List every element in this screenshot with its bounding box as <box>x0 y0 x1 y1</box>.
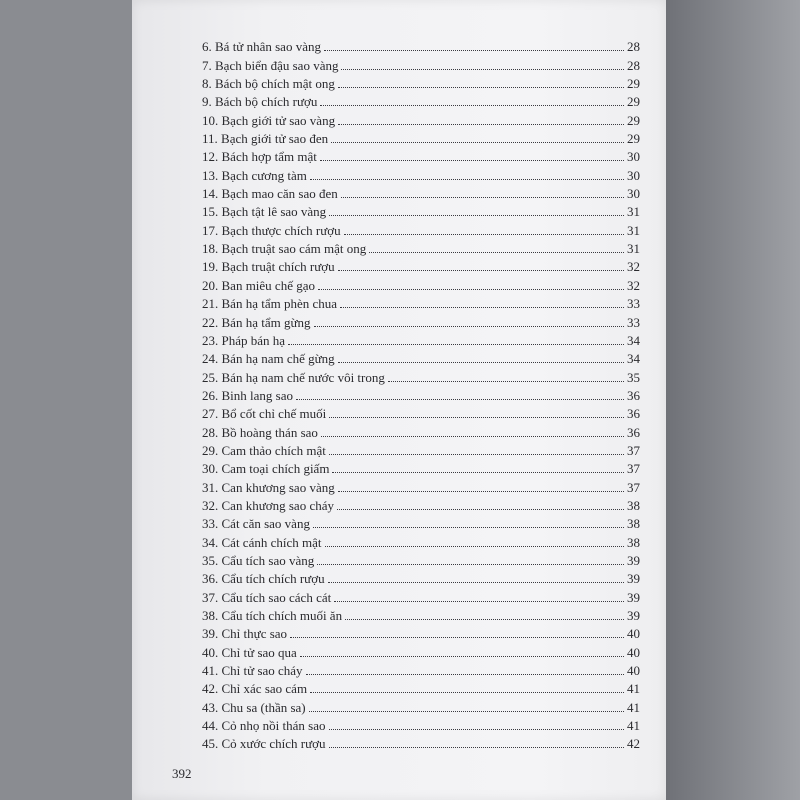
toc-entry <box>202 145 640 163</box>
toc-entry <box>202 475 640 493</box>
toc-entry-label: 27. Bổ cốt chỉ chế muối <box>202 406 327 422</box>
toc-entry <box>202 732 640 750</box>
toc-entry-page: 38 <box>627 497 640 513</box>
dot-leader <box>290 637 624 638</box>
toc-entry-label: 17. Bạch thược chích rượu <box>202 222 341 238</box>
toc-entry-page: 41 <box>627 699 640 715</box>
toc-entry <box>202 402 640 420</box>
dot-leader <box>313 527 624 528</box>
toc-entry <box>202 585 640 603</box>
toc-entry-label: 43. Chu sa (thần sa) <box>202 699 306 715</box>
dot-leader <box>341 69 624 70</box>
toc-entry-label: 37. Cẩu tích sao cách cát <box>202 589 332 605</box>
toc-entry <box>202 512 640 530</box>
toc-entry-label: 12. Bách hợp tẩm mật <box>202 149 317 165</box>
dot-leader <box>329 729 625 730</box>
dot-leader <box>331 142 624 143</box>
toc-entry <box>202 273 640 291</box>
toc-entry <box>202 292 640 310</box>
toc-entry <box>202 549 640 567</box>
toc-entry <box>202 310 640 328</box>
toc-entry-page: 40 <box>627 663 640 679</box>
toc-entry-label: 15. Bạch tật lê sao vàng <box>202 204 327 220</box>
toc-entry-page: 31 <box>627 222 640 238</box>
dot-leader <box>328 582 624 583</box>
toc-entry-page: 31 <box>627 204 640 220</box>
toc-entry-label: 29. Cam thảo chích mật <box>202 442 326 458</box>
toc-entry-label: 44. Cỏ nhọ nồi thán sao <box>202 718 326 734</box>
dot-leader <box>329 417 624 418</box>
toc-entry-page: 42 <box>627 736 640 752</box>
toc-entry-label: 35. Cẩu tích sao vàng <box>202 552 315 568</box>
background-right <box>666 0 800 800</box>
dot-leader <box>309 711 624 712</box>
toc-entry <box>202 695 640 713</box>
toc-entry <box>202 72 640 90</box>
dot-leader <box>296 399 624 400</box>
toc-entry-label: 45. Cỏ xước chích rượu <box>202 736 326 752</box>
dot-leader <box>317 564 624 565</box>
toc-entry <box>202 714 640 732</box>
dot-leader <box>288 344 624 345</box>
dot-leader <box>334 601 624 602</box>
toc-entry-label: 28. Bồ hoàng thán sao <box>202 424 318 440</box>
toc-entry-label: 33. Cát căn sao vàng <box>202 516 310 532</box>
toc-entry <box>202 677 640 695</box>
toc-entry-page: 32 <box>627 277 640 293</box>
toc-entry-page: 33 <box>627 314 640 330</box>
dot-leader <box>345 619 624 620</box>
toc-entry <box>202 659 640 677</box>
toc-entry-label: 22. Bán hạ tẩm gừng <box>202 314 311 330</box>
dot-leader <box>338 362 624 363</box>
toc-entry-page: 38 <box>627 516 640 532</box>
toc-entry-page: 36 <box>627 387 640 403</box>
dot-leader <box>329 747 624 748</box>
dot-leader <box>338 270 624 271</box>
dot-leader <box>388 381 624 382</box>
toc-entry-label: 24. Bán hạ nam chế gừng <box>202 351 335 367</box>
page-number: 392 <box>172 766 192 781</box>
toc-entry-label: 19. Bạch truật chích rượu <box>202 259 335 275</box>
dot-leader <box>306 674 624 675</box>
toc-entry <box>202 457 640 475</box>
toc-entry-label: 10. Bạch giới tử sao vàng <box>202 112 336 128</box>
toc-entry-page: 36 <box>627 406 640 422</box>
dot-leader <box>338 87 624 88</box>
toc-entry <box>202 439 640 457</box>
dot-leader <box>320 105 624 106</box>
toc-entry-label: 30. Cam toại chích giấm <box>202 461 330 477</box>
toc-entry-label: 21. Bán hạ tẩm phèn chua <box>202 296 338 312</box>
toc-entry-page: 40 <box>627 644 640 660</box>
toc-entry-page: 34 <box>627 332 640 348</box>
toc-entry <box>202 530 640 548</box>
toc-entry-page: 29 <box>627 94 640 110</box>
dot-leader <box>310 692 624 693</box>
dot-leader <box>300 656 624 657</box>
dot-leader <box>314 326 624 327</box>
dot-leader <box>310 179 624 180</box>
toc-entry <box>202 329 640 347</box>
dot-leader <box>324 50 624 51</box>
toc-entry-label: 11. Bạch giới tử sao đen <box>202 131 329 147</box>
toc-entry <box>202 35 640 53</box>
toc-entry-label: 32. Can khương sao cháy <box>202 497 334 513</box>
toc-entry <box>202 567 640 585</box>
toc-entry <box>202 218 640 236</box>
toc-entry-label: 13. Bạch cương tàm <box>202 167 307 183</box>
toc-entry-label: 38. Cẩu tích chích muối ăn <box>202 608 343 623</box>
toc-entry-page: 39 <box>627 589 640 605</box>
dot-leader <box>325 546 625 547</box>
toc-entry-page: 28 <box>627 57 640 73</box>
toc-entry-label: 36. Cẩu tích chích rượu <box>202 571 325 587</box>
toc-entry-label: 39. Chỉ thực sao <box>202 626 288 642</box>
dot-leader <box>329 454 624 455</box>
toc-entry-page: 29 <box>627 112 640 128</box>
toc-entry-label: 25. Bán hạ nam chế nước vôi trong <box>202 369 385 385</box>
toc-entry <box>202 494 640 512</box>
toc-entry-label: 31. Can khương sao vàng <box>202 479 335 495</box>
toc-entry <box>202 384 640 402</box>
toc-entry <box>202 255 640 273</box>
toc-entry-label: 18. Bạch truật sao cám mật ong <box>202 241 367 257</box>
toc-entry <box>202 108 640 126</box>
toc-entry <box>202 347 640 365</box>
toc-entry-page: 41 <box>627 681 640 697</box>
dot-leader <box>337 509 624 510</box>
toc-entry-page: 32 <box>627 259 640 275</box>
toc-entry-page: 37 <box>627 442 640 458</box>
toc-entry <box>202 237 640 255</box>
toc-entry-label: 9. Bách bộ chích rượu <box>202 94 318 110</box>
dot-leader <box>320 160 624 161</box>
toc-entry-label: 20. Ban miêu chế gạo <box>202 277 315 293</box>
toc-entry <box>202 622 640 640</box>
toc-entry-page: 35 <box>627 369 640 385</box>
toc-entry-label: 7. Bạch biển đậu sao vàng <box>202 57 339 73</box>
toc-entry-page: 31 <box>627 241 640 257</box>
dot-leader <box>329 215 624 216</box>
toc-entry-label: 6. Bá tử nhân sao vàng <box>202 39 321 55</box>
toc-entry-page: 37 <box>627 479 640 495</box>
toc-entry-page: 39 <box>627 571 640 587</box>
toc-entry-page: 29 <box>627 76 640 92</box>
toc-entry <box>202 420 640 438</box>
toc-entry <box>202 604 640 622</box>
toc-entry <box>202 200 640 218</box>
toc-entry-page: 30 <box>627 186 640 202</box>
toc-entry-page: 39 <box>627 552 640 568</box>
toc-entry-label: 23. Pháp bán hạ <box>202 332 286 348</box>
toc-entry-page: 34 <box>627 351 640 367</box>
toc-entry <box>202 182 640 200</box>
toc-entry-page: 29 <box>627 131 640 147</box>
table-of-contents <box>202 35 640 750</box>
dot-leader <box>341 197 624 198</box>
dot-leader <box>338 491 624 492</box>
toc-entry-page: 33 <box>627 296 640 312</box>
toc-entry-label: 8. Bách bộ chích mật ong <box>202 76 335 92</box>
toc-entry <box>202 90 640 108</box>
toc-entry <box>202 640 640 658</box>
toc-entry-label: 14. Bạch mao căn sao đen <box>202 186 338 202</box>
dot-leader <box>318 289 624 290</box>
toc-entry <box>202 53 640 71</box>
toc-entry-label: 26. Binh lang sao <box>202 387 293 403</box>
book-page <box>132 0 666 800</box>
dot-leader <box>332 472 624 473</box>
toc-entry-page: 28 <box>627 39 640 55</box>
dot-leader <box>340 307 624 308</box>
dot-leader <box>321 436 624 437</box>
toc-entry-page: 40 <box>627 626 640 642</box>
toc-entry-label: 34. Cát cánh chích mật <box>202 534 322 550</box>
toc-entry-page: 41 <box>627 718 640 734</box>
toc-entry-page: 38 <box>627 534 640 550</box>
toc-entry-label: 42. Chỉ xác sao cám <box>202 681 308 697</box>
toc-entry <box>202 127 640 145</box>
toc-entry-page: 36 <box>627 424 640 440</box>
dot-leader <box>344 234 624 235</box>
toc-entry <box>202 163 640 181</box>
toc-entry <box>202 365 640 383</box>
toc-entry-page: 39 <box>627 608 640 623</box>
toc-entry-page: 30 <box>627 149 640 165</box>
toc-entry-page: 37 <box>627 461 640 477</box>
toc-entry-page: 30 <box>627 167 640 183</box>
dot-leader <box>369 252 624 253</box>
toc-entry-label: 40. Chỉ tử sao qua <box>202 644 297 660</box>
dot-leader <box>338 124 624 125</box>
toc-entry-label: 41. Chỉ tử sao cháy <box>202 663 303 679</box>
